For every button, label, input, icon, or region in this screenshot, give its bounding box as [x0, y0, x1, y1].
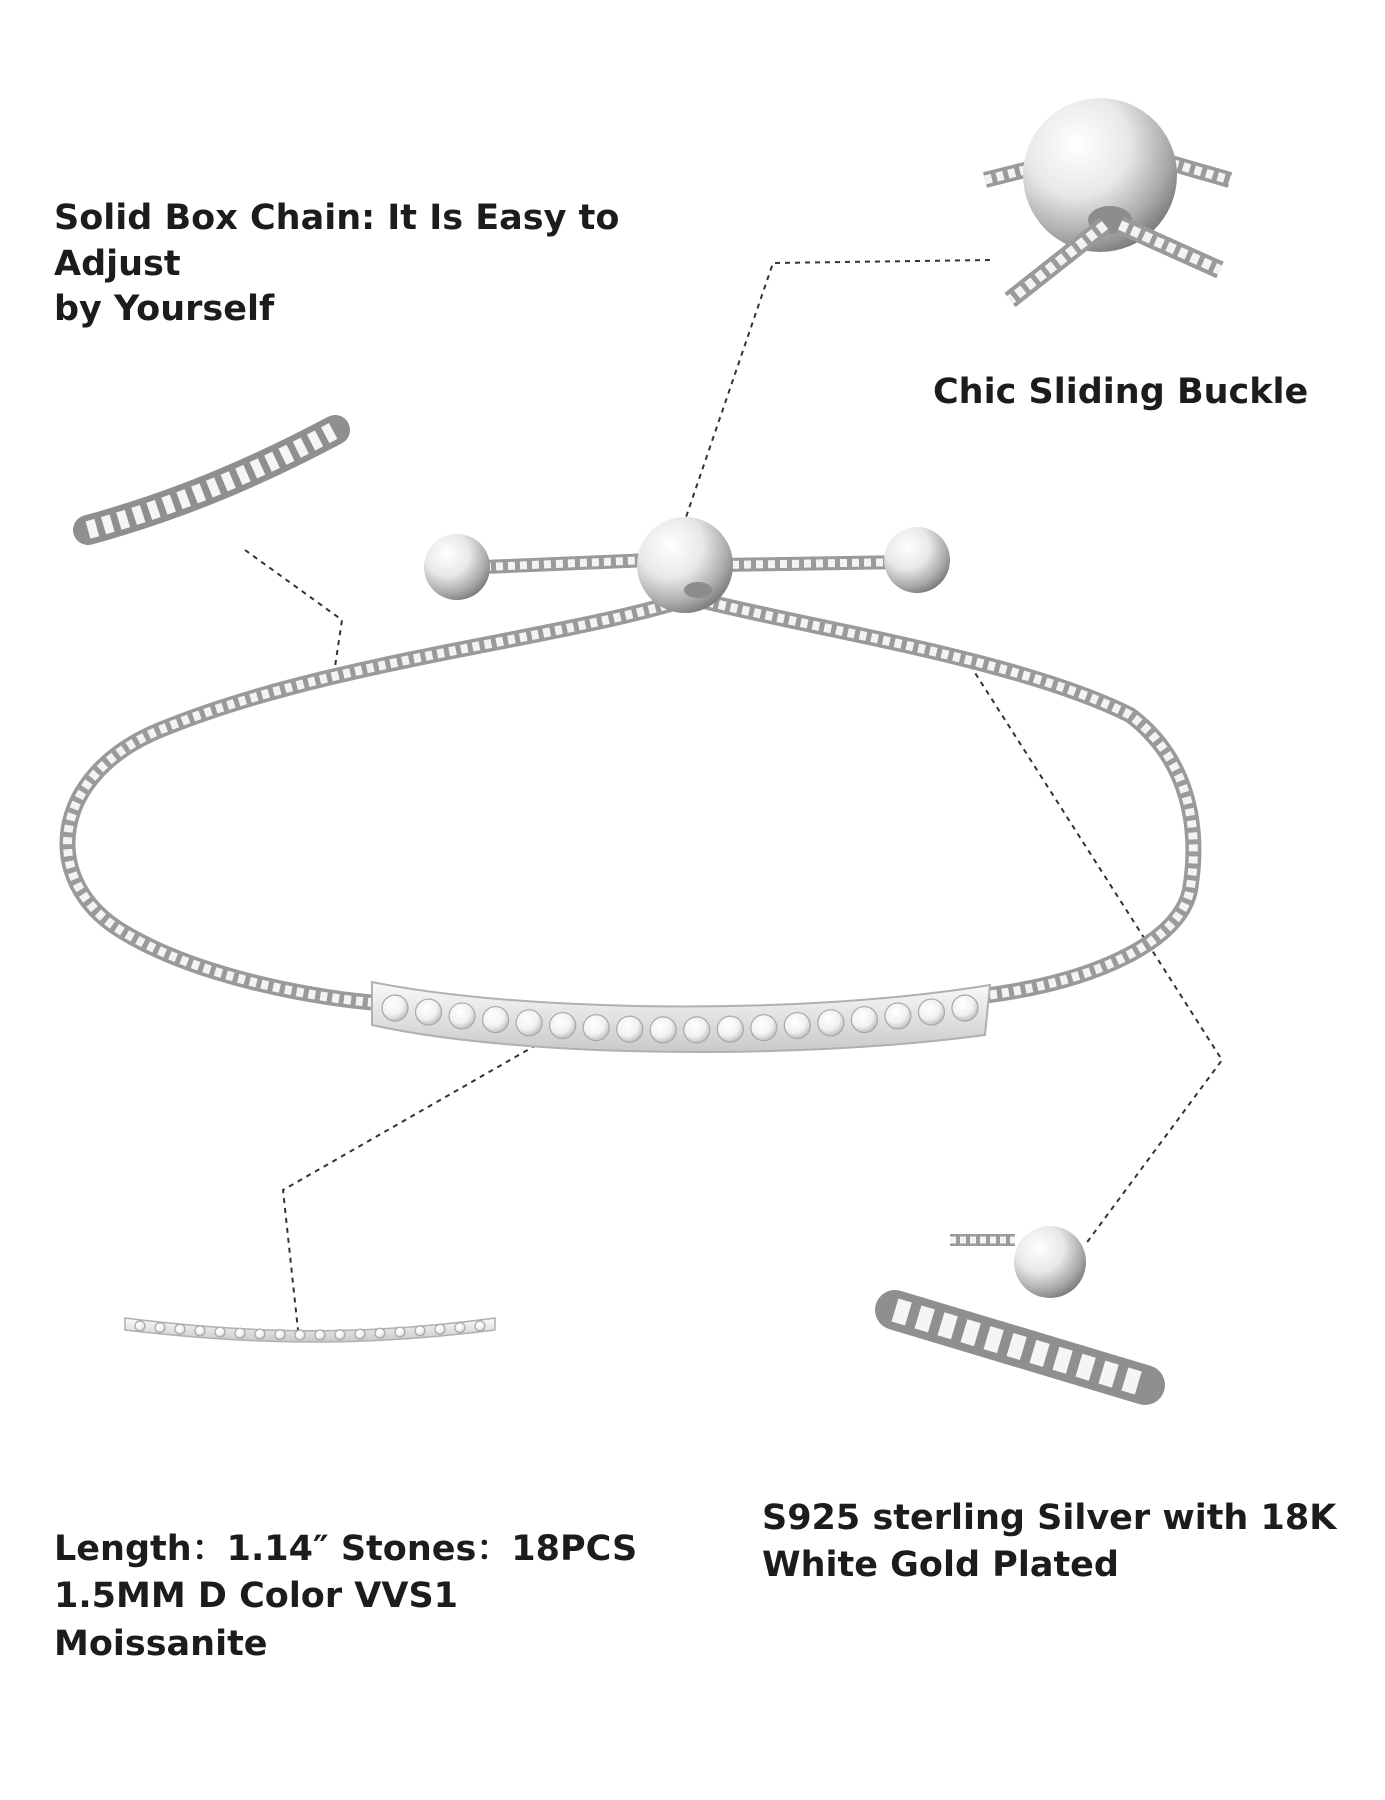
moissanite-stone [818, 1010, 844, 1036]
moissanite-stone [516, 1010, 542, 1036]
buckle-hole [684, 582, 712, 598]
chain-closeup [88, 430, 335, 530]
leader-line-buckle [685, 260, 990, 520]
stones-label-line1: Length：1.14″ Stones：18PCS [54, 1529, 638, 1569]
moissanite-stone [751, 1015, 777, 1041]
end-closeup [895, 1226, 1145, 1385]
moissanite-stone [175, 1324, 185, 1334]
moissanite-stone [215, 1327, 225, 1337]
moissanite-stone [415, 1326, 425, 1336]
moissanite-stone [550, 1013, 576, 1039]
end-bead-right [884, 527, 950, 593]
moissanite-stone [416, 999, 442, 1025]
moissanite-stone [135, 1321, 145, 1331]
chain-loop-links [68, 598, 1194, 1003]
moissanite-stone [275, 1330, 285, 1340]
moissanite-stone [717, 1016, 743, 1042]
moissanite-stone [684, 1017, 710, 1043]
chain-label-line1: Solid Box Chain: It Is Easy to Adjust [54, 198, 620, 284]
moissanite-stone [650, 1017, 676, 1043]
silver-label-line1: S925 sterling Silver with 18K [762, 1498, 1337, 1538]
moissanite-stone [918, 999, 944, 1025]
moissanite-stone [255, 1329, 265, 1339]
moissanite-stone [583, 1015, 609, 1041]
moissanite-stone [375, 1328, 385, 1338]
chain-label-line2: by Yourself [54, 289, 275, 329]
leader-line-stones [283, 1040, 545, 1330]
stones-label-line3: Moissanite [54, 1623, 268, 1664]
stones-label-line2: 1.5MM D Color VVS1 [54, 1576, 459, 1617]
moissanite-stone [851, 1007, 877, 1033]
sliding-buckle-bead [637, 517, 733, 613]
moissanite-stone [315, 1330, 325, 1340]
moissanite-stone [483, 1007, 509, 1033]
moissanite-stone [195, 1326, 205, 1336]
moissanite-stone [295, 1330, 305, 1340]
leader-line-silver [970, 665, 1222, 1245]
silver-label-line2: White Gold Plated [762, 1545, 1119, 1586]
moissanite-stone [335, 1330, 345, 1340]
moissanite-stone [617, 1016, 643, 1042]
end-bead-left [424, 534, 490, 600]
main-bracelet [68, 517, 1194, 1052]
moissanite-stone [355, 1329, 365, 1339]
end-closeup-bead [1014, 1226, 1086, 1298]
leader-line-chain [245, 550, 342, 680]
moissanite-stone [155, 1323, 165, 1333]
stone-bar-closeup [125, 1318, 495, 1342]
buckle-closeup [985, 98, 1230, 300]
moissanite-stone [455, 1323, 465, 1333]
leader-lines [245, 260, 1222, 1330]
chain-loop [68, 598, 1194, 1003]
moissanite-stone [449, 1003, 475, 1029]
moissanite-stone [435, 1324, 445, 1334]
moissanite-stone [885, 1003, 911, 1029]
moissanite-stone [475, 1321, 485, 1331]
moissanite-stone [395, 1327, 405, 1337]
moissanite-stone [235, 1328, 245, 1338]
moissanite-stone [952, 995, 978, 1021]
buckle-feature-label: Chic Sliding Buckle [933, 372, 1309, 412]
moissanite-stone [784, 1013, 810, 1039]
moissanite-stone [382, 995, 408, 1021]
